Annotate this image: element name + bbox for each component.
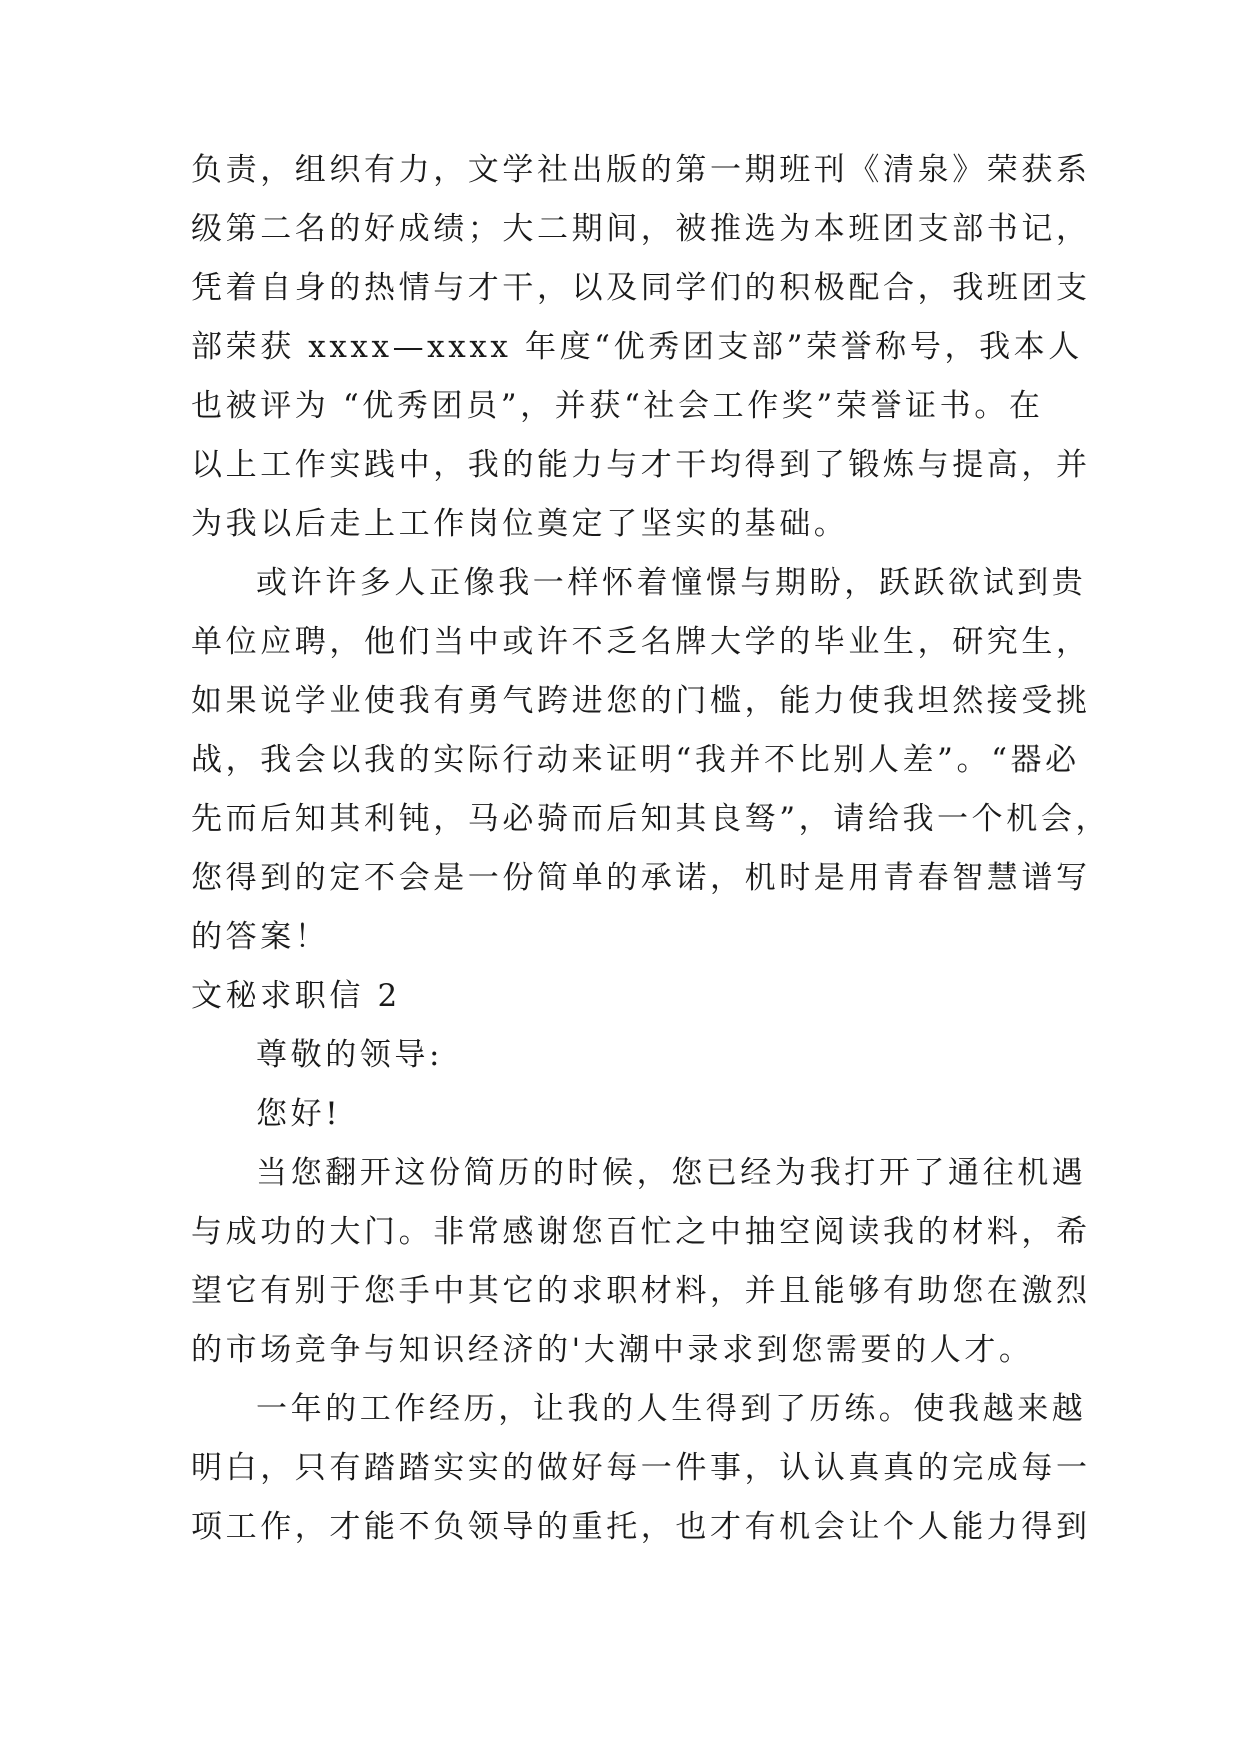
text-line: 战，我会以我的实际行动来证明“我并不比别人差”。“器必: [191, 742, 1080, 778]
paragraph-first-line: 或许许多人正像我一样怀着憧憬与期盼，跃跃欲试到贵: [256, 565, 1087, 601]
text-line: 单位应聘，他们当中或许不乏名牌大学的毕业生，研究生，: [191, 624, 1091, 660]
text-line: 与成功的大门。非常感谢您百忙之中抽空阅读我的材料，希: [191, 1214, 1091, 1250]
salutation: 尊敬的领导:: [256, 1037, 444, 1073]
text-line: 如果说学业使我有勇气跨进您的门槛，能力使我坦然接受挑: [191, 683, 1091, 719]
text-line: 明白，只有踏踏实实的做好每一件事，认认真真的完成每一: [191, 1450, 1091, 1486]
text-line: 的市场竞争与知识经济的'大潮中录求到您需要的人才。: [191, 1332, 1034, 1368]
paragraph-first-line: 当您翻开这份简历的时候，您已经为我打开了通往机遇: [256, 1155, 1087, 1191]
text-line: 级第二名的好成绩；大二期间，被推选为本班团支部书记，: [191, 211, 1091, 247]
text-line: 项工作，才能不负领导的重托，也才有机会让个人能力得到: [191, 1509, 1091, 1545]
text-line: 先而后知其利钝，马必骑而后知其良驽”，请给我一个机会，: [191, 801, 1111, 837]
text-line: 部荣获 xxxx—xxxx 年度“优秀团支部”荣誉称号，我本人: [191, 329, 1083, 365]
text-line: 为我以后走上工作岗位奠定了坚实的基础。: [191, 506, 849, 542]
text-line: 以上工作实践中，我的能力与才干均得到了锻炼与提高，并: [191, 447, 1091, 483]
text-line: 望它有别于您手中其它的求职材料，并且能够有助您在激烈: [191, 1273, 1091, 1309]
text-line: 的答案！: [191, 919, 330, 955]
greeting: 您好!: [256, 1096, 342, 1132]
text-line: 您得到的定不会是一份简单的承诺，机时是用青春智慧谱写: [191, 860, 1091, 896]
text-line: 负责，组织有力，文学社出版的第一期班刊《清泉》荣获系: [191, 152, 1091, 188]
text-line: 也被评为 “优秀团员”，并获“社会工作奖”荣誉证书。在: [191, 388, 1044, 424]
text-line: 凭着自身的热情与才干，以及同学们的积极配合，我班团支: [191, 270, 1091, 306]
section-heading: 文秘求职信 2: [191, 978, 401, 1014]
paragraph-first-line: 一年的工作经历，让我的人生得到了历练。使我越来越: [256, 1391, 1087, 1427]
